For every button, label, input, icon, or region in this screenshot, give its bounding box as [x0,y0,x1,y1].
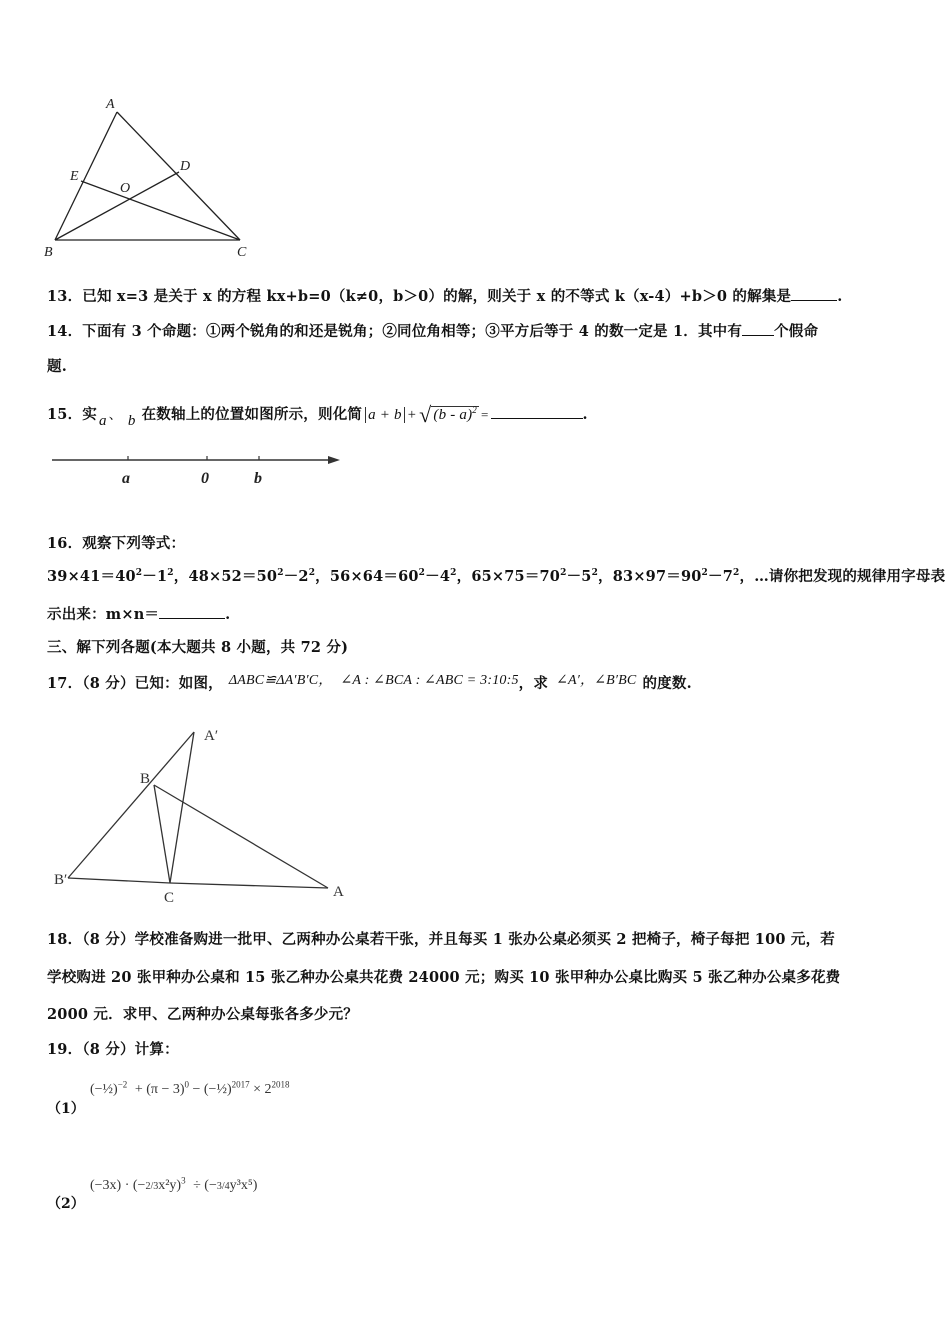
part-2-exp-1: 3 [181,1175,186,1186]
equation-3-power-b: 2 [450,568,457,579]
equation-2-power-b: 2 [308,568,316,579]
part-1-label: （1） [47,1101,85,1117]
side-ba [154,785,328,888]
label-a: A [106,97,115,112]
label-c2: C [164,890,175,906]
question-15 [47,402,588,429]
number-line-label-0: 0 [201,470,209,487]
question-16-title-text: 16．观察下列等式： [47,535,186,552]
question-18-text-2: 学校购进 20 张甲种办公桌和 15 张乙种办公桌共花费 24000 元；购买 10 张甲种办公桌比购买 5 张乙种办公桌多花费 [47,969,841,986]
equation-1-power-b: 2 [167,568,174,579]
part-2-expression [90,1175,258,1194]
question-18-text-1: 18．（8 分）学校准备购进一批甲、乙两种办公桌若干张，并且每买 1 张办公桌必须买 2 把椅子，椅子每把 100 元，若 [47,931,835,948]
part-1-term-2: + (π − 3) [134,1082,185,1097]
equation-5 [613,568,754,585]
label-b-prime: B′ [54,872,68,888]
section-3-title [47,638,348,658]
triangle-figure-1 [40,92,260,262]
question-14-line2 [47,357,67,377]
part-2-term-4: y³x⁵) [229,1178,258,1193]
question-16-line3 [47,604,230,625]
part-2-fraction-2: 3/4 [216,1181,230,1192]
question-13-text: 13．已知 x=3 是关于 x 的方程 kx+b=0（k≠0，b＞0）的解，则关于 x 的不等式 k（x-4）+b＞0 的解集是 [47,288,792,305]
part-1-exp-4: 2018 [271,1079,290,1090]
plus-sign: + [407,407,417,423]
equation-2 [188,568,329,585]
equation-2-lhs: 48×52＝50 [188,568,278,585]
number-line [48,448,348,492]
number-line-arrow [328,456,340,464]
equation-2-power-a: 2 [277,568,284,579]
equation-1-lhs: 39×41＝40 [47,568,136,585]
sqrt-sign: √ [419,402,432,427]
question-16-equations [47,567,945,587]
question-14-text-3: 题. [47,358,67,375]
sqrt-inner: (b - a) [433,407,473,423]
side-cb [154,785,170,883]
question-14 [47,321,818,342]
question-15-prefix: 15．实 [47,406,97,423]
question-14-text-2: 个假命 [774,323,819,340]
part-1-exp-2: 0 [184,1079,189,1090]
equation-3 [330,568,471,585]
question-16-title [47,534,185,554]
label-e: E [70,169,79,184]
answer-blank-13[interactable] [791,286,837,301]
question-15-middle: 在数轴上的位置如图所示，则化简 [141,406,363,423]
number-line-label-b: b [254,470,262,487]
label-b: B [44,245,53,260]
separator: 、 [108,407,122,422]
part-1-term-4: × 2 [253,1082,272,1097]
side-a-prime-b-prime [68,732,194,878]
part-1-expression [90,1079,290,1098]
equals-sign: = [480,407,489,422]
equation-1-power-a: 2 [135,568,143,579]
side-b-prime-c [68,878,170,883]
equation-2-sep: ， [315,568,330,585]
answer-blank-14[interactable] [742,321,774,336]
sqrt-power: 2 [472,405,477,415]
label-o: O [120,181,131,196]
question-18-text-3: 2000 元．求甲、乙两种办公桌每张各多少元？ [47,1006,359,1023]
question-18-line2 [47,968,840,988]
equation-4-power-a: 2 [560,568,567,579]
question-16-end: . [225,606,231,623]
question-18-line1 [47,930,835,950]
question-13-end: . [837,288,843,305]
equation-3-sep: ， [456,568,472,585]
question-18-line3 [47,1005,358,1025]
question-19-title-text: 19．（8 分）计算： [47,1041,179,1058]
abs-expression [365,407,405,423]
question-16-line3-text: 示出来：m×n＝ [47,606,160,623]
question-16-tail: …请你把发现的规律用字母表 [754,568,946,585]
equation-2-mid: －2 [283,568,309,585]
part-1-term-1: (−½) [90,1082,118,1097]
part-1-exp-1: −2 [117,1079,128,1090]
question-13 [47,286,842,307]
ratio-expression: ∠A : ∠BCA : ∠ABC = 3:10:5 [340,673,519,688]
label-a-prime: A′ [204,728,219,744]
question-14-text: 14．下面有 3 个命题：①两个锐角的和还是锐角；②同位角相等；③平方后等于 4 的数一定是 1．其中有 [47,323,743,340]
question-17-end: 的度数. [642,675,692,692]
number-line-label-a: a [122,470,130,487]
part-2-term-1: (−3x) · (− [90,1178,146,1193]
equation-5-sep: ， [739,568,755,585]
question-17-comma: ，求 [518,675,549,692]
equation-5-power-a: 2 [701,568,709,579]
side-ac [170,883,328,888]
part-1-exp-3: 2017 [231,1079,250,1090]
equation-4 [471,568,612,585]
triangle-figure-2 [50,720,350,910]
equation-5-lhs: 83×97＝90 [612,568,702,585]
equation-3-mid: －4 [425,568,451,585]
angles-expression: ∠A′，∠B′BC [556,673,637,688]
segment-ce [81,181,240,240]
question-17 [47,674,692,695]
equation-3-power-a: 2 [418,568,426,579]
equation-4-mid: －5 [566,568,592,585]
var-b: b [127,413,136,429]
equation-4-lhs: 65×75＝70 [471,568,561,585]
equation-5-power-b: 2 [733,568,740,579]
side-ab [55,112,117,240]
label-d: D [180,159,191,174]
answer-blank-15[interactable] [491,404,583,419]
label-a2: A [333,884,344,900]
part-1-term-3: − (−½) [192,1082,232,1097]
side-ac [117,112,240,240]
equation-4-sep: ， [598,568,613,585]
equation-3-lhs: 56×64＝60 [329,568,419,585]
question-15-end: . [582,406,588,423]
equation-1 [47,568,188,585]
equation-1-mid: －1 [142,568,168,585]
section-3-title-text: 三、解下列各题(本大题共 8 小题，共 72 分) [47,639,349,656]
congruence-expression: ΔABC≌ΔA′B′C， [228,673,333,688]
var-a: a [98,413,107,429]
abs-inner: a + b [368,407,402,423]
part-2-fraction-1: 2/3 [145,1181,159,1192]
part-2-term-3: ÷ (− [193,1178,217,1193]
equation-5-mid: －7 [708,568,734,585]
label-b2: B [140,771,151,787]
equation-1-sep: ， [173,568,189,585]
equation-4-power-b: 2 [591,568,599,579]
sqrt-expression [431,406,479,423]
part-2-term-2: x²y) [158,1178,182,1193]
part-2-label: （2） [47,1196,85,1212]
label-c: C [237,245,247,260]
answer-blank-16[interactable] [159,604,225,619]
question-17-prefix: 17．（8 分）已知：如图， [47,675,223,692]
question-19-title [47,1040,179,1060]
